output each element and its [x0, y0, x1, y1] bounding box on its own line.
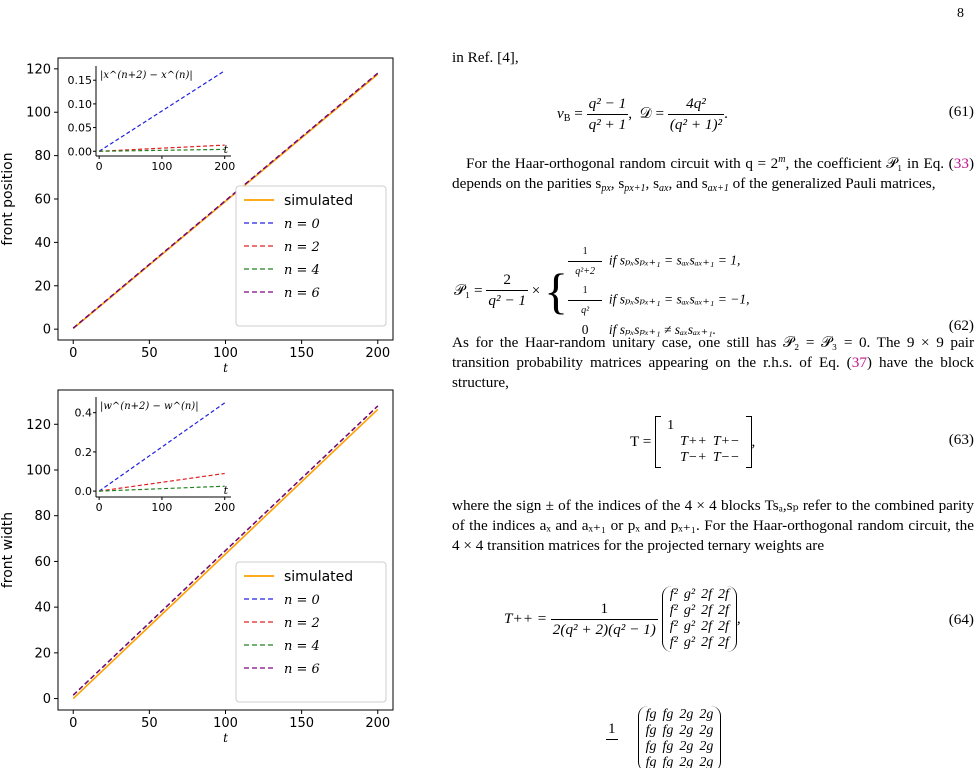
y-tick-label: 20	[34, 646, 51, 662]
matrix-cell: 2f	[717, 635, 729, 650]
inset-x-label: t	[223, 484, 228, 497]
eq64-frac: $\frac{1}{\text{2(q² + 2)(q² − 1)}}$	[552, 599, 656, 638]
eq61-sub: B	[563, 112, 571, 124]
inset-x-tick-label: 200	[214, 160, 236, 173]
x-tick-label: 100	[213, 346, 238, 361]
legend-label: simulated	[284, 193, 354, 209]
matrix-cell: f²	[669, 587, 678, 602]
y-tick-label: 0	[42, 322, 51, 338]
x-tick-label: 200	[365, 346, 391, 361]
inset-y-tick-label: 0.4	[74, 406, 92, 420]
eq62-brace: {	[544, 262, 569, 319]
text-column	[452, 0, 974, 768]
eq62-lhs: 𝒫₁ =	[454, 281, 483, 299]
legend-label: n = 2	[284, 240, 320, 255]
matrix-cell: 2g	[679, 707, 694, 722]
eq65-matrix	[638, 706, 722, 768]
inset-y-tick-label: 0.10	[67, 97, 92, 111]
inset-y-tick-label: 0.2	[74, 445, 92, 459]
matrix-cell: 2f	[701, 635, 712, 650]
matrix-cell: g²	[683, 635, 696, 650]
matrix-cell: 2f	[701, 587, 712, 602]
y-tick-label: 40	[34, 600, 51, 616]
eq62-cases: $\frac{1}{\text{q²+2}}$ if sₚₓsₚₓ₊₁ = sₐₓsₐₓ₊₁ = 1, $\frac{1}{\text{q²}}$ if sₚₓsₚₓ₊₁ = sₐₓsₐₓ₊₁ = −1, 0 if sₚₓsₚₓ₊₁ ≠ sₐₓsₐₓ₊₁.	[568, 242, 749, 339]
inset-x-tick-label: 100	[151, 501, 173, 514]
matrix-cell: g²	[683, 587, 696, 602]
y-tick-label: 100	[26, 463, 51, 479]
eq61-frac1: $\frac{\text{q² − 1}}{\text{q² + 1}}$	[588, 95, 627, 133]
eq62-number: (62)	[948, 317, 974, 334]
y-tick-label: 40	[34, 235, 51, 251]
cite-33[interactable]: 33	[953, 155, 969, 172]
matrix-cell: fg	[662, 707, 674, 722]
paragraph-2: As for the Haar-random unitary case, one still has 𝒫₂ = 𝒫₃ = 0. The 9 × 9 pair transition probability matrices appearing on the r.h.s. of Eq. (37) have the block structure,	[452, 334, 974, 391]
eq61-D: 𝒟 =	[639, 104, 665, 122]
x-tick-label: 0	[69, 716, 78, 731]
inset-y-label: |x^(n+2) − x^(n)|	[100, 70, 193, 81]
inset-x-label: t	[223, 143, 228, 156]
x-tick-label: 150	[289, 346, 315, 361]
matrix-cell: g²	[683, 603, 696, 618]
equation-62: 𝒫₁ = $\frac{2}{\text{q² − 1}}$ × { $\frac{1}{\text{q²+2}}$ if sₚₓsₚₓ₊₁ = sₐₓsₐₓ₊₁ = 1, $\frac{1}{\text{q²}}$ if sₚₓsₚₓ₊₁ = sₐₓsₐₓ₊₁ = −1, 0 if sₚₓsₚₓ₊₁ ≠ sₐₓsₐₓ₊₁. (62)	[452, 232, 974, 312]
eq61-number: (61)	[948, 103, 974, 120]
eq64-matrix	[662, 586, 737, 652]
matrix-cell: fg	[645, 723, 657, 738]
matrix-cell: g²	[683, 619, 696, 634]
y-tick-label: 60	[34, 192, 51, 208]
x-tick-label: 200	[365, 716, 391, 731]
legend-label: n = 6	[284, 286, 320, 301]
matrix-cell: 2g	[699, 755, 714, 768]
legend-label: n = 0	[284, 593, 320, 608]
paragraph-1: For the Haar-orthogonal random circuit with $q = 2^m$, the coefficient 𝒫₁ in Eq. (33) depends on the parities $s_{px}$, $s_{px+1}$, $s_{ax}$, and $s_{ax+1}$ of the generalized Pauli matrices,	[452, 154, 974, 194]
inset-x-tick-label: 0	[95, 501, 103, 514]
legend-label: n = 2	[284, 616, 320, 631]
matrix-cell: 2f	[701, 619, 712, 634]
matrix-cell: fg	[662, 739, 674, 754]
matrix-cell: 2f	[701, 603, 712, 618]
equation-61: $v_B$ = $\frac{\text{q² − 1}}{\text{q² + 1}}$ , 𝒟 = $\frac{\text{4q²}}{\text{(q² + 1)²}}$ . (61)	[557, 95, 974, 133]
matrix-cell: 2g	[679, 739, 694, 754]
matrix-cell: 2g	[699, 723, 714, 738]
matrix-cell: fg	[645, 707, 657, 722]
matrix-cell: fg	[645, 755, 657, 768]
chart-front-position	[0, 0, 445, 380]
chart-front-width	[0, 380, 445, 768]
legend-label: n = 0	[284, 217, 320, 232]
y-tick-label: 80	[34, 149, 51, 165]
equation-63: T = 1 T++ T+− T−+ T−− , (63)	[452, 408, 974, 468]
x-tick-label: 0	[69, 346, 78, 361]
equation-65-partial	[452, 690, 974, 768]
inset-y-tick-label: 0.15	[67, 74, 92, 88]
matrix-cell: fg	[645, 739, 657, 754]
matrix-cell: f²	[669, 619, 678, 634]
matrix-cell: 2g	[679, 723, 694, 738]
x-tick-label: 50	[141, 716, 158, 731]
matrix-cell: 2g	[699, 707, 714, 722]
paragraph-3: where the sign ± of the indices of the 4 × 4 blocks Tsₐ,sₚ refer to the combined parity of the indices aₓ and aₓ₊₁ or pₓ and pₓ₊₁. For the Haar-orthogonal random circuit, the 4 × 4 transition matrices for the projected ternary weights are	[452, 497, 974, 554]
legend-label: n = 6	[284, 662, 320, 677]
intro-text: in Ref. [4],	[452, 49, 519, 66]
eq64-number: (64)	[948, 611, 974, 628]
matrix-cell: f²	[669, 603, 678, 618]
y-tick-label: 60	[34, 554, 51, 570]
y-axis-label: front width	[0, 511, 16, 589]
inset-y-label: |w^(n+2) − w^(n)|	[100, 401, 199, 412]
y-axis-label: front position	[0, 152, 16, 246]
matrix-cell: fg	[662, 755, 674, 768]
matrix-cell: 2g	[699, 739, 714, 754]
eq63-matrix: 1 T++ T+− T−+ T−−	[655, 416, 751, 468]
equation-64: T++ = $\frac{1}{\text{2(q² + 2)(q² − 1)}}$ f² g² 2f 2f f² g² 2f 2f f² g² 2f 2f f² g² 2f 2f , (64)	[504, 587, 974, 650]
inset-x-tick-label: 0	[95, 160, 103, 173]
y-tick-label: 0	[42, 692, 51, 708]
y-tick-label: 100	[26, 105, 51, 121]
y-tick-label: 20	[34, 279, 51, 295]
eq62-frac: $\frac{2}{\text{q² − 1}}$	[488, 271, 526, 309]
inset-y-tick-label: 0.0	[74, 485, 92, 499]
x-tick-label: 150	[289, 716, 315, 731]
legend-label: n = 4	[284, 639, 320, 654]
page-number: 8	[957, 6, 964, 21]
matrix-cell: f²	[669, 635, 678, 650]
inset-x-tick-label: 100	[151, 160, 173, 173]
matrix-cell: fg	[662, 723, 674, 738]
inset-y-tick-label: 0.05	[67, 121, 92, 135]
x-axis-label: t	[223, 731, 228, 745]
inset-y-tick-label: 0.00	[67, 145, 92, 159]
y-tick-label: 120	[26, 417, 51, 433]
matrix-cell: 2g	[679, 755, 694, 768]
matrix-cell: 2f	[717, 587, 729, 602]
x-tick-label: 50	[141, 346, 158, 361]
eq61-frac2: $\frac{\text{4q²}}{\text{(q² + 1)²}}$	[669, 95, 723, 133]
legend-label: n = 4	[284, 263, 320, 278]
matrix-cell: 2f	[717, 603, 729, 618]
eq65-frac: 1	[606, 719, 618, 760]
eq63-lhs: T =	[630, 433, 652, 450]
x-axis-label: t	[223, 361, 228, 375]
x-tick-label: 100	[213, 716, 238, 731]
y-tick-label: 80	[34, 509, 51, 525]
eq61-v: v	[557, 104, 564, 122]
eq63-number: (63)	[948, 431, 974, 448]
figure-column	[0, 0, 445, 768]
eq64-lhs: T++ =	[504, 610, 547, 627]
matrix-cell: 2f	[717, 619, 729, 634]
intro-line	[452, 48, 974, 68]
inset-x-tick-label: 200	[214, 501, 236, 514]
y-tick-label: 120	[26, 62, 51, 78]
legend-label: simulated	[284, 569, 354, 585]
cite-37[interactable]: 37	[851, 354, 867, 371]
